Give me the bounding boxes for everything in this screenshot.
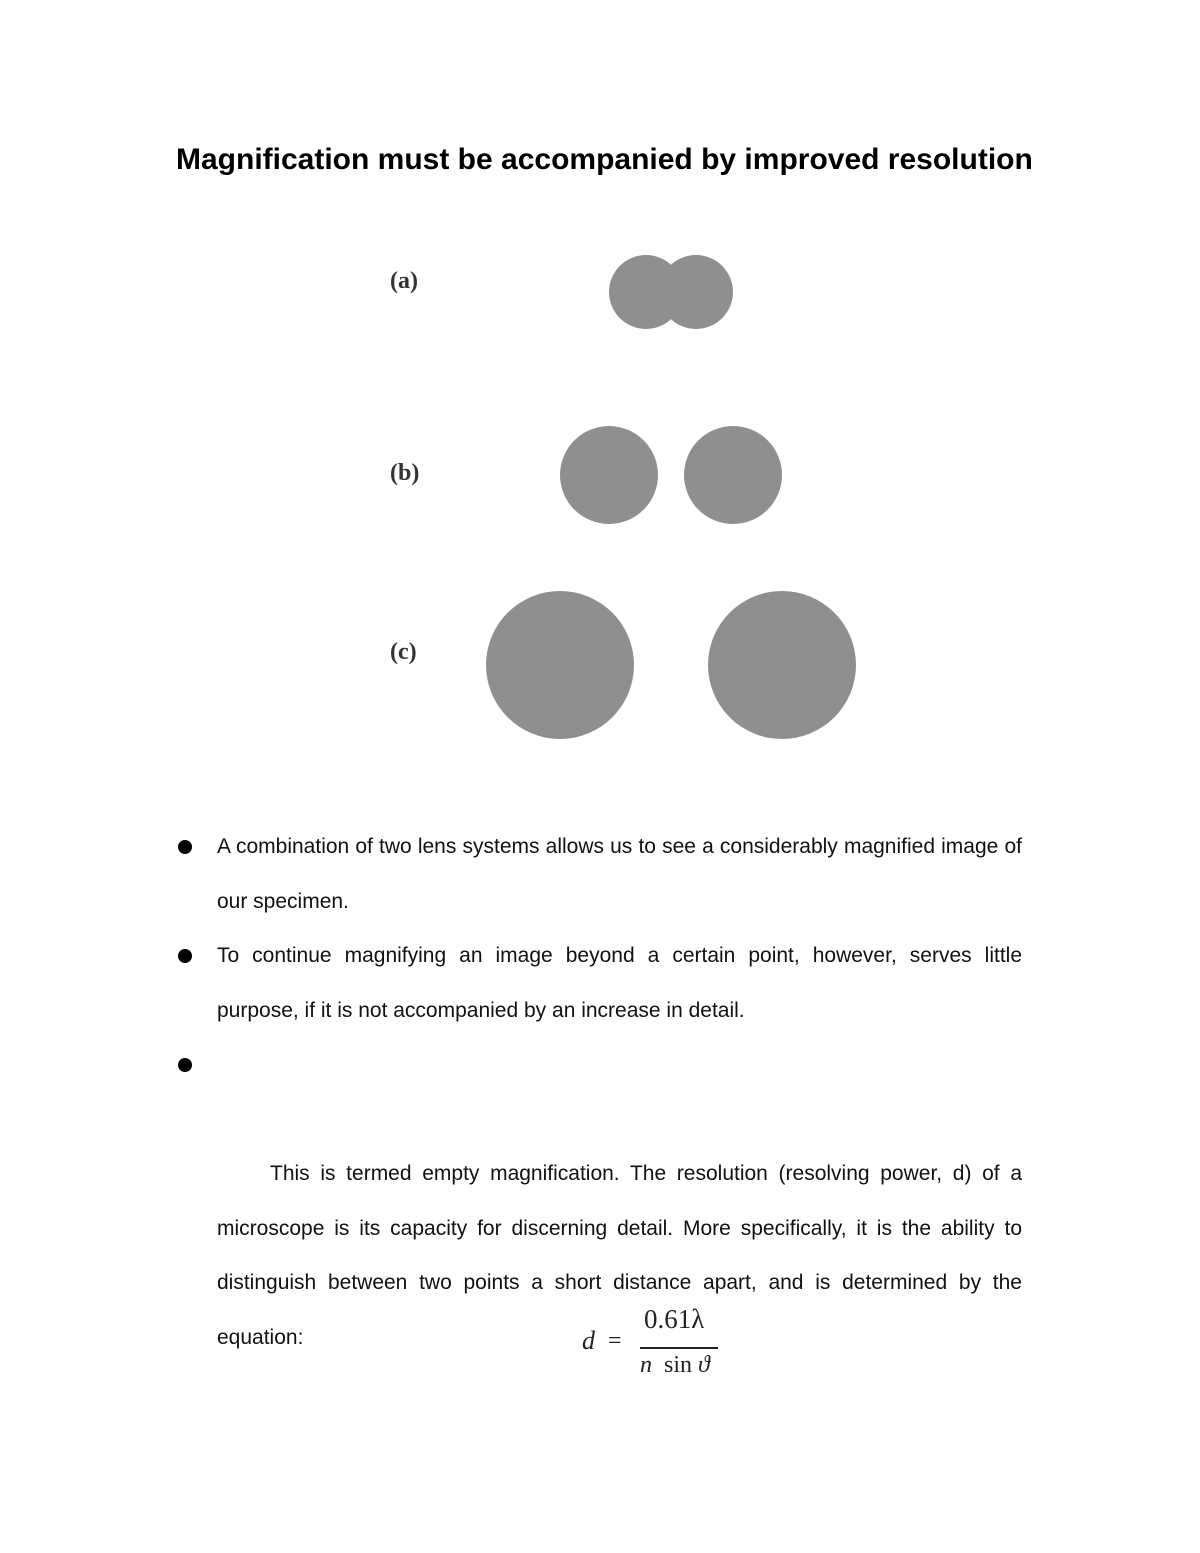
figure-label-b: (b) — [390, 460, 420, 486]
equation-lhs: d — [582, 1326, 595, 1355]
bullet-dot-icon — [178, 949, 192, 963]
circle-a-right — [659, 255, 733, 329]
equation-equals: = — [608, 1328, 622, 1354]
bullet-dot-icon — [178, 840, 192, 854]
bullet-text: This is termed empty magnification. The resolution (resolving power, d) of a microscope is its capacity for discerning detail. More specifically, it is the ability to distinguish between two points a short distance apart, and is determined by the equation: — [217, 1162, 1028, 1349]
page-title: Magnification must be accompanied by improved resolution — [176, 143, 1033, 176]
equation-n: n — [640, 1352, 652, 1378]
equation-denominator — [640, 1352, 710, 1379]
circle-c-right — [708, 591, 856, 739]
resolution-equation — [580, 1300, 740, 1390]
circle-b-right — [684, 426, 782, 524]
equation-numerator: 0.61λ — [644, 1304, 705, 1334]
bullet-item-2 — [176, 929, 1022, 1038]
bullet-dot-icon — [178, 1058, 192, 1072]
bullet-text: To continue magnifying an image beyond a certain point, however, serves little purpose, if it is not accompanied by an increase in detail. — [217, 944, 1022, 1022]
fraction-bar — [640, 1347, 718, 1349]
circle-c-left — [486, 591, 634, 739]
equation-sin: sin — [664, 1352, 693, 1378]
equation-theta: ϑ — [698, 1352, 710, 1378]
figure-label-a: (a) — [390, 268, 418, 294]
circle-b-left — [560, 426, 658, 524]
bullet-item-1 — [176, 820, 1022, 929]
bullet-text: A combination of two lens systems allows us to see a considerably magnified image of our specimen. — [217, 835, 1022, 913]
figure-label-c: (c) — [390, 639, 417, 665]
